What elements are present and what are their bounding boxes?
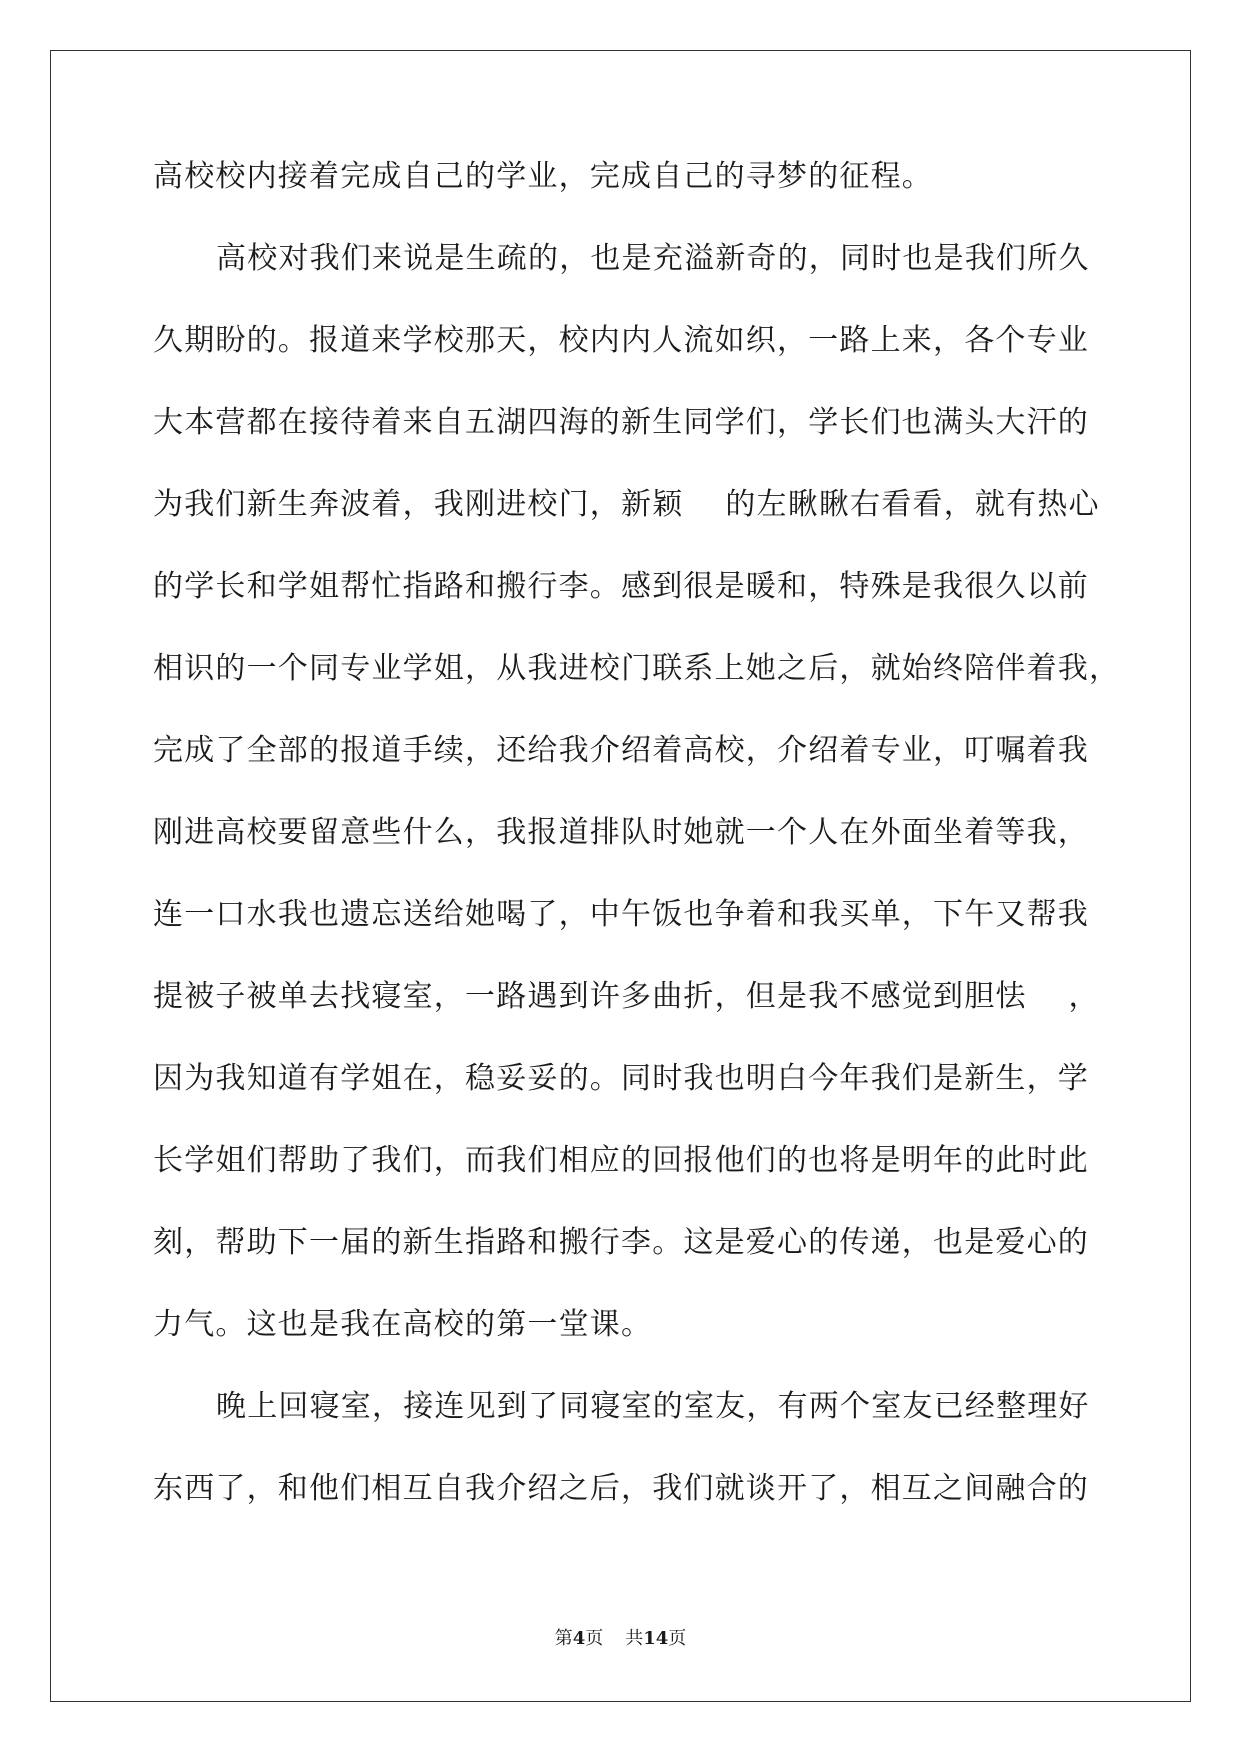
text-line: 晚上回寝室，接连见到了同寝室的室友，有两个室友已经整理好 — [216, 1389, 1090, 1424]
text-line: 因为我知道有学姐在，稳妥妥的。同时我也明白今年我们是新生，学 — [153, 1061, 1089, 1096]
text-line: 相识的一个同专业学姐，从我进校门联系上她之后，就始终陪伴着我， — [153, 651, 1121, 686]
text-line: 力气。这也是我在高校的第一堂课。 — [153, 1307, 653, 1342]
page-number: 4 — [572, 1628, 586, 1649]
text-line: 刚进高校要留意些什么，我报道排队时她就一个人在外面坐着等我， — [153, 815, 1089, 850]
text-line: 提被子被单去找寝室，一路遇到许多曲折，但是我不感觉到胆怯 ， — [153, 979, 1100, 1014]
text-line: 为我们新生奔波着，我刚进校门，新颖 的左瞅瞅右看看，就有热心 — [153, 487, 1100, 522]
total-prefix: 共 — [625, 1628, 644, 1649]
page-footer — [0, 1629, 1241, 1649]
page-prefix: 第 — [554, 1628, 573, 1649]
total-pages: 14 — [643, 1628, 669, 1649]
page-suffix: 页 — [585, 1628, 604, 1649]
text-line: 久期盼的。报道来学校那天，校内内人流如织，一路上来，各个专业 — [153, 323, 1089, 358]
text-line: 完成了全部的报道手续，还给我介绍着高校，介绍着专业，叮嘱着我 — [153, 733, 1089, 768]
text-line: 高校校内接着完成自己的学业，完成自己的寻梦的征程。 — [153, 159, 933, 194]
text-line: 大本营都在接待着来自五湖四海的新生同学们，学长们也满头大汗的 — [153, 405, 1089, 440]
text-line: 长学姐们帮助了我们，而我们相应的回报他们的也将是明年的此时此 — [153, 1143, 1089, 1178]
text-line: 高校对我们来说是生疏的，也是充溢新奇的，同时也是我们所久 — [216, 241, 1090, 276]
text-line: 的学长和学姐帮忙指路和搬行李。感到很是暖和，特殊是我很久以前 — [153, 569, 1089, 604]
text-line: 连一口水我也遗忘送给她喝了，中午饭也争着和我买单，下午又帮我 — [153, 897, 1089, 932]
text-line: 东西了，和他们相互自我介绍之后，我们就谈开了，相互之间融合的 — [153, 1471, 1089, 1506]
total-suffix: 页 — [668, 1628, 687, 1649]
text-line: 刻，帮助下一届的新生指路和搬行李。这是爱心的传递，也是爱心的 — [153, 1225, 1089, 1260]
body-text — [153, 159, 1121, 1556]
